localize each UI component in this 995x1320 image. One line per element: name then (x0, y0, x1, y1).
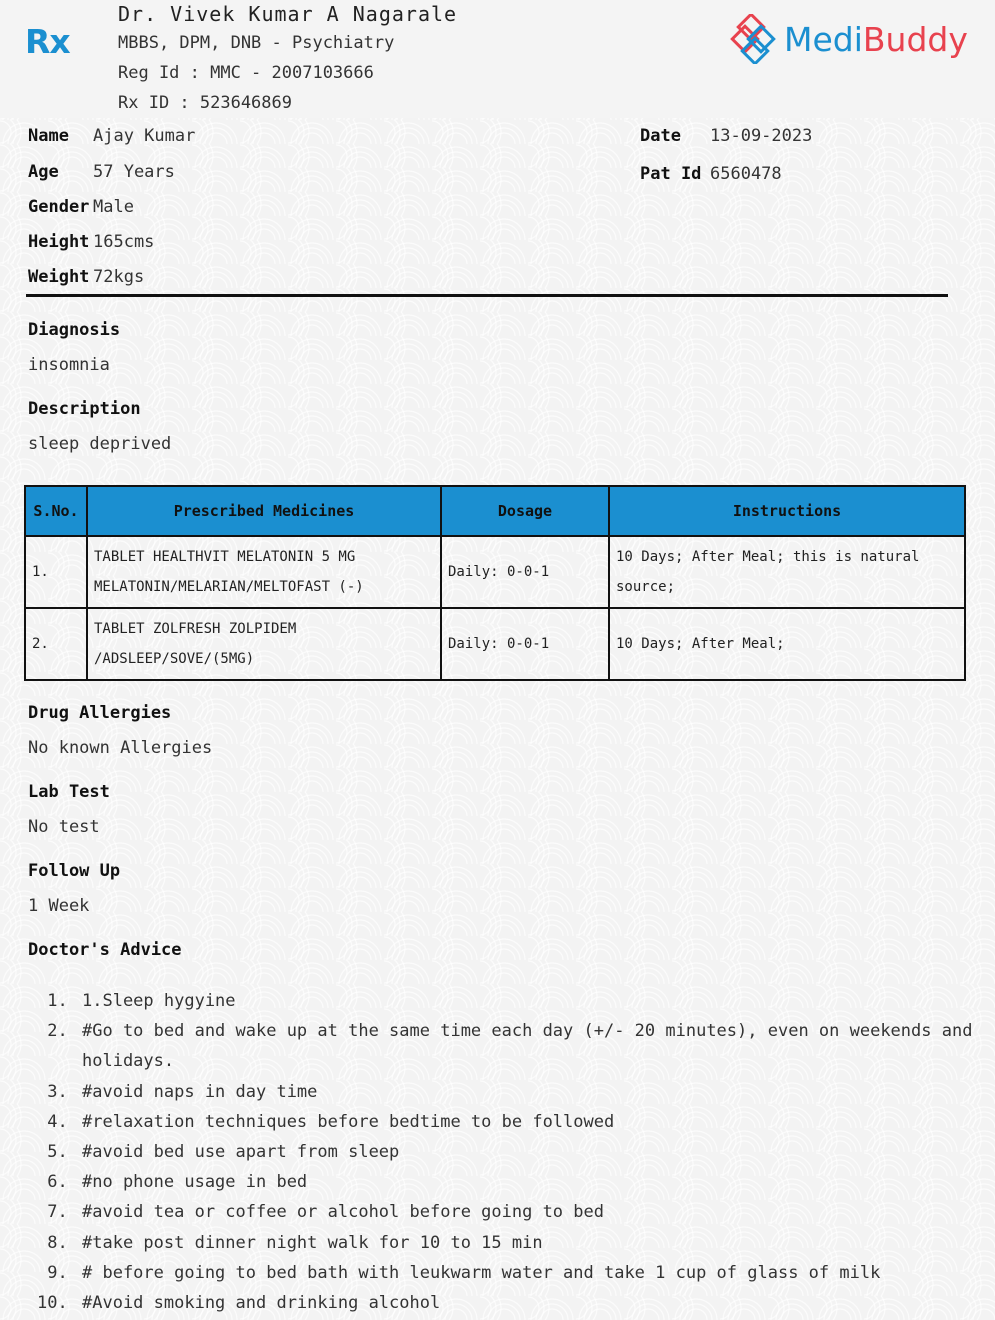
logo-medi-text: Medi (784, 19, 863, 59)
description-title: Description (28, 399, 141, 419)
row-medicine (87, 608, 441, 680)
patient-age-label: Age (28, 162, 59, 182)
patient-height-label: Height (28, 232, 90, 252)
advice-title: Doctor's Advice (28, 940, 182, 960)
diagnosis-title: Diagnosis (28, 320, 121, 340)
row-instructions (609, 536, 965, 608)
doctor-name: Dr. Vivek Kumar A Nagarale (118, 2, 458, 26)
description-value: sleep deprived (28, 434, 172, 454)
patient-name-field (28, 126, 195, 146)
list-item: 9. # before going to bed bath with leukwarm water and take 1 cup of glass of milk (78, 1258, 995, 1288)
patient-age-field (28, 162, 175, 182)
patient-weight-label: Weight (28, 267, 90, 287)
allergies-title: Drug Allergies (28, 703, 172, 723)
medicine-line: TABLET HEALTHVIT MELATONIN 5 MG (94, 549, 356, 565)
medicine-line: /ADSLEEP/SOVE/(5MG) (94, 651, 255, 667)
patient-gender: Male (93, 197, 134, 217)
col-instructions: Instructions (609, 486, 965, 536)
table-header-row (25, 486, 965, 536)
follow-up-title: Follow Up (28, 861, 121, 881)
date-value: 13-09-2023 (710, 126, 813, 146)
list-item: 3. #avoid naps in day time (78, 1077, 995, 1107)
list-item: 7. #avoid tea or coffee or alcohol before going to bed (78, 1197, 995, 1227)
medicine-line: TABLET ZOLFRESH ZOLPIDEM (94, 621, 297, 637)
doctor-reg-id: Reg Id : MMC - 2007103666 (118, 63, 374, 83)
allergies-value: No known Allergies (28, 738, 213, 758)
col-sno: S.No. (25, 486, 87, 536)
list-item: 1. 1.Sleep hygyine (78, 986, 995, 1016)
doctor-info (118, 0, 457, 118)
list-item: 10. #Avoid smoking and drinking alcohol (78, 1288, 995, 1318)
pat-id-value: 6560478 (710, 164, 782, 184)
patient-height: 165cms (93, 232, 155, 252)
list-item: 2. #Go to bed and wake up at the same time each day (+/- 20 minutes), even on weekends and holidays. (78, 1016, 995, 1076)
patient-gender-label: Gender (28, 197, 90, 217)
row-medicine (87, 536, 441, 608)
list-item: 6. #no phone usage in bed (78, 1167, 995, 1197)
logo-buddy-text: Buddy (862, 19, 968, 59)
follow-up-value: 1 Week (28, 896, 90, 916)
lab-test-title: Lab Test (28, 782, 110, 802)
date-field (640, 126, 812, 146)
advice-list (30, 986, 995, 1318)
pat-id-label: Pat Id (640, 164, 702, 184)
instruction-line: 10 Days; After Meal; (616, 636, 785, 652)
medibuddy-logo (730, 14, 968, 64)
medicine-line: MELATONIN/MELARIAN/MELTOFAST (-) (94, 579, 364, 595)
col-dosage: Dosage (441, 486, 609, 536)
patient-name: Ajay Kumar (93, 126, 196, 146)
patient-weight: 72kgs (93, 267, 145, 287)
rx-id: Rx ID : 523646869 (118, 93, 292, 113)
medibuddy-logo-icon (730, 14, 780, 64)
table-row (25, 608, 965, 680)
date-label: Date (640, 126, 681, 146)
row-instructions (609, 608, 965, 680)
patient-weight-field (28, 267, 144, 287)
instruction-line: source; (616, 579, 676, 595)
row-dosage: Daily: 0-0-1 (441, 536, 609, 608)
patient-gender-field (28, 197, 134, 217)
list-item: 4. #relaxation techniques before bedtime to be followed (78, 1107, 995, 1137)
list-item: 5. #avoid bed use apart from sleep (78, 1137, 995, 1167)
col-medicines: Prescribed Medicines (87, 486, 441, 536)
rx-mark: Rx (25, 22, 70, 61)
table-row (25, 536, 965, 608)
doctor-qualification: MBBS, DPM, DNB - Psychiatry (118, 33, 395, 53)
prescription-table (24, 485, 966, 681)
prescription-header (0, 0, 995, 118)
row-sno: 1. (25, 536, 87, 608)
list-item: 8. #take post dinner night walk for 10 to 15 min (78, 1228, 995, 1258)
patient-age: 57 Years (93, 162, 175, 182)
lab-test-value: No test (28, 817, 100, 837)
row-sno: 2. (25, 608, 87, 680)
patient-height-field (28, 232, 154, 252)
patient-name-label: Name (28, 126, 69, 146)
section-divider (26, 294, 948, 297)
row-dosage: Daily: 0-0-1 (441, 608, 609, 680)
instruction-line: 10 Days; After Meal; this is natural (616, 549, 920, 565)
diagnosis-value: insomnia (28, 355, 110, 375)
pat-id-field (640, 164, 782, 184)
